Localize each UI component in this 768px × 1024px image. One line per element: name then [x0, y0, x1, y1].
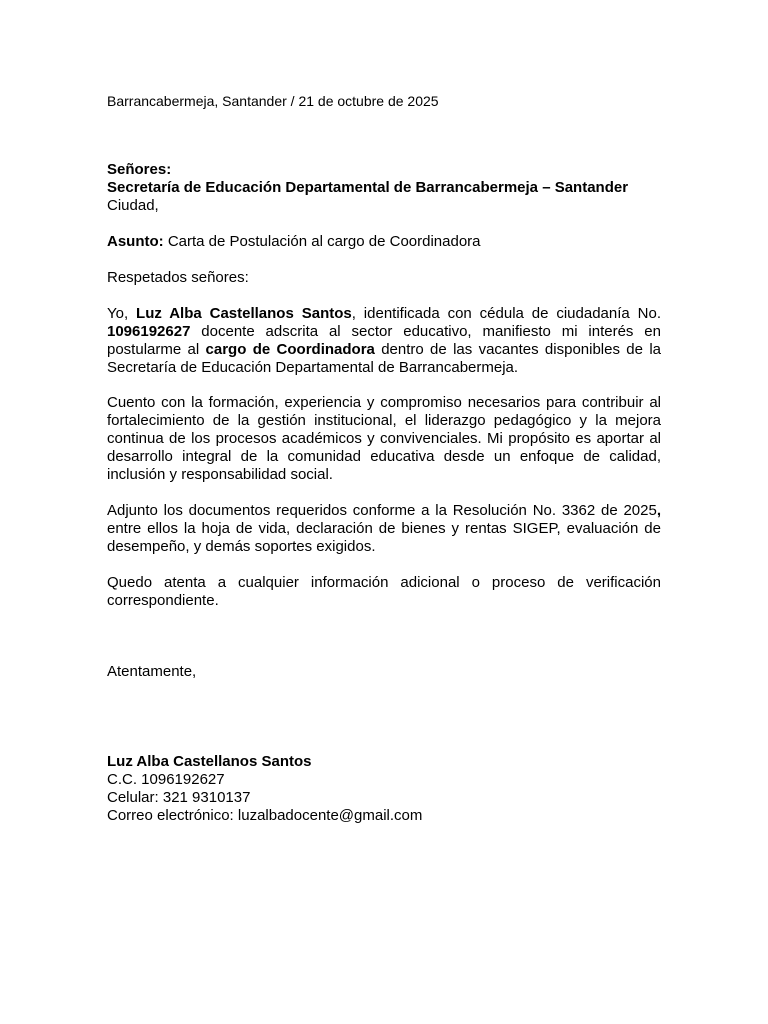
recipient-salutation: Señores: — [107, 161, 172, 178]
recipient-city: Ciudad, — [107, 197, 159, 214]
signature-email: Correo electrónico: luzalbadocente@gmail.com — [107, 807, 423, 824]
paragraph-documents-comma: , — [656, 502, 661, 519]
applicant-name: Luz Alba Castellanos Santos — [136, 305, 352, 322]
signature-cc: C.C. 1096192627 — [107, 771, 225, 788]
subject-text: Carta de Postulación al cargo de Coordinadora — [163, 233, 481, 250]
greeting: Respetados señores: — [107, 269, 249, 286]
subject-line — [107, 233, 661, 251]
applicant-id-number: 1096192627 — [107, 323, 191, 340]
paragraph-documents-text: entre ellos la hoja de vida, declaración de bienes y rentas SIGEP, evaluación de desempeño, y demás soportes exigidos. — [107, 520, 661, 555]
signature-phone: Celular: 321 9310137 — [107, 789, 251, 806]
paragraph-documents — [107, 502, 661, 556]
paragraph-intro — [107, 305, 661, 377]
signature-name: Luz Alba Castellanos Santos — [107, 753, 312, 770]
paragraph-intro-text: , identificada con cédula de ciudadanía No. — [351, 305, 661, 322]
closing: Atentamente, — [107, 663, 197, 680]
position-name: cargo de Coordinadora — [205, 341, 375, 358]
paragraph-documents-text: Adjunto los documentos requeridos conforme a la Resolución No. 3362 de 2025 — [107, 502, 657, 519]
paragraph-availability: Quedo atenta a cualquier información adicional o proceso de verificación correspondiente. — [107, 574, 661, 609]
paragraph-intro-text: dentro de las vacantes disponibles de la Secretaría de Educación Departamental de Barrancabermeja. — [107, 341, 661, 376]
date-line: Barrancabermeja, Santander / 21 de octubre de 2025 — [107, 93, 439, 109]
paragraph-intro-text: docente adscrita al sector educativo, manifiesto mi interés en postularme al — [107, 323, 661, 358]
subject-label: Asunto: — [107, 233, 164, 250]
paragraph-intro-text: Yo, — [107, 305, 137, 322]
recipient-institution: Secretaría de Educación Departamental de Barrancabermeja – Santander — [107, 179, 629, 196]
signature-block — [107, 753, 661, 825]
paragraph-experience: Cuento con la formación, experiencia y compromiso necesarios para contribuir al fortalecimiento de la gestión institucional, el liderazgo pedagógico y la mejora continua de los procesos académicos y convivenciales. Mi propósito es aportar al desarrollo integral de la comunidad educativa desde un enfoque de calidad, inclusión y responsabilidad social. — [107, 394, 661, 483]
recipient-block — [107, 161, 661, 215]
